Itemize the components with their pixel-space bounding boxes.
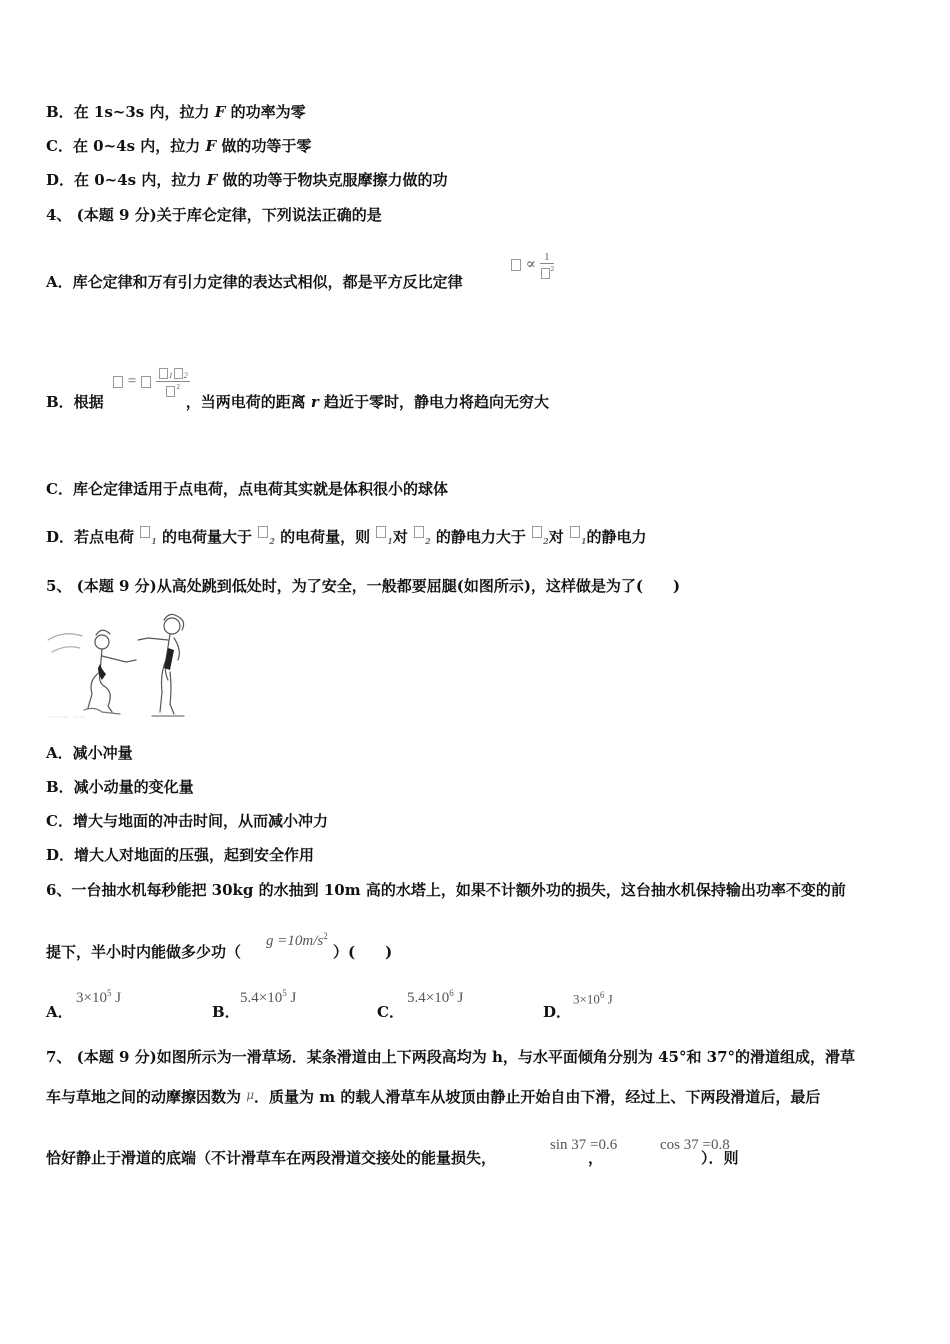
q4-option-c: C．库仑定律适用于点电荷，点电荷其实就是体积很小的球体 [46,480,448,498]
q7-line1: 7、 (本题 9 分)如图所示为一滑草场．某条滑道由上下两段高均为 h，与水平面倾角分别为 45°和 37°的滑道组成，滑草 [46,1048,856,1066]
q4-option-a: A．库仑定律和万有引力定律的表达式相似，都是平方反比定律 [46,273,463,291]
q6-option-d-label: D． [543,1003,572,1021]
q6-option-b-value: $5.4\times 10^5$ J [240,988,297,1006]
q6-g-formula: $g =10m/s^2$ [266,931,328,949]
q6-option-c-label: C． [377,1003,404,1021]
svg-text:~~~ ~~: ~~~ ~~ [46,713,87,723]
q6-stem-line2: 提下，半小时内能做多少功（ ）( ) [46,943,393,961]
q7-sin-formula: sin 37 =0.6 [550,1137,618,1153]
q6-option-a-value: $3\times 10^5$ J [76,988,122,1006]
q3-option-c: C．在 0~4s 内，拉力 F 做的功等于零 [46,137,312,155]
q5-option-d: D．增大人对地面的压强，起到安全作用 [46,846,315,864]
q7-line3: 恰好静止于滑道的底端（不计滑草车在两段滑道交接处的能量损失， ， ）．则 [46,1149,739,1167]
q3-option-d: D．在 0~4s 内，拉力 F 做的功等于物块克服摩擦力做的功 [46,171,448,189]
q7-cos-formula: cos 37 =0.8 [660,1137,730,1153]
q5-stem: 5、 (本题 9 分)从高处跳到低处时，为了安全，一般都要屈腿(如图所示)，这样做是为了( ) [46,577,681,595]
q4-stem: 4、 (本题 9 分)关于库仑定律，下列说法正确的是 [46,206,382,224]
q6-option-a-label: A． [46,1003,73,1021]
q6-stem-line1: 6、一台抽水机每秒能把 30kg 的水抽到 10m 高的水塔上，如果不计额外功的损失，这台抽水机保持输出功率不变的前 [46,881,846,899]
q6-option-d-value: $3\times 10^6$ J [573,990,613,1007]
q5-option-b: B．减小动量的变化量 [46,778,194,796]
q7-line2: 车与草地之间的动摩擦因数为 $^\mu$．质量为 m 的载人滑草车从坡顶由静止开始自由下滑，经过上、下两段滑道后，最后 [46,1088,821,1106]
q6-option-b-label: B． [212,1003,240,1021]
q5-option-a: A．减小冲量 [46,744,133,762]
q5-option-c: C．增大与地面的冲击时间，从而减小冲力 [46,812,328,830]
q4-b-formula: = $\frac{_1 _2}{^2}$ [112,368,190,397]
q6-option-c-value: $5.4\times 10^6$ J [407,988,464,1006]
q4-option-d: D．若点电荷 $_1$ 的电荷量大于 $_2$ 的电荷量，则 $_1$对 $_2$ 的静电力大于 $_2$对 $_1$的静电力 [46,528,647,546]
jump-landing-illustration [44,608,192,724]
q4-a-formula: ∝ $\frac{1}{^2}$ [510,252,554,279]
q4-option-b: B．根据 ，当两电荷的距离 r 趋近于零时，静电力将趋向无穷大 [46,393,550,411]
q3-option-b: B．在 1s~3s 内，拉力 F 的功率为零 [46,103,306,121]
